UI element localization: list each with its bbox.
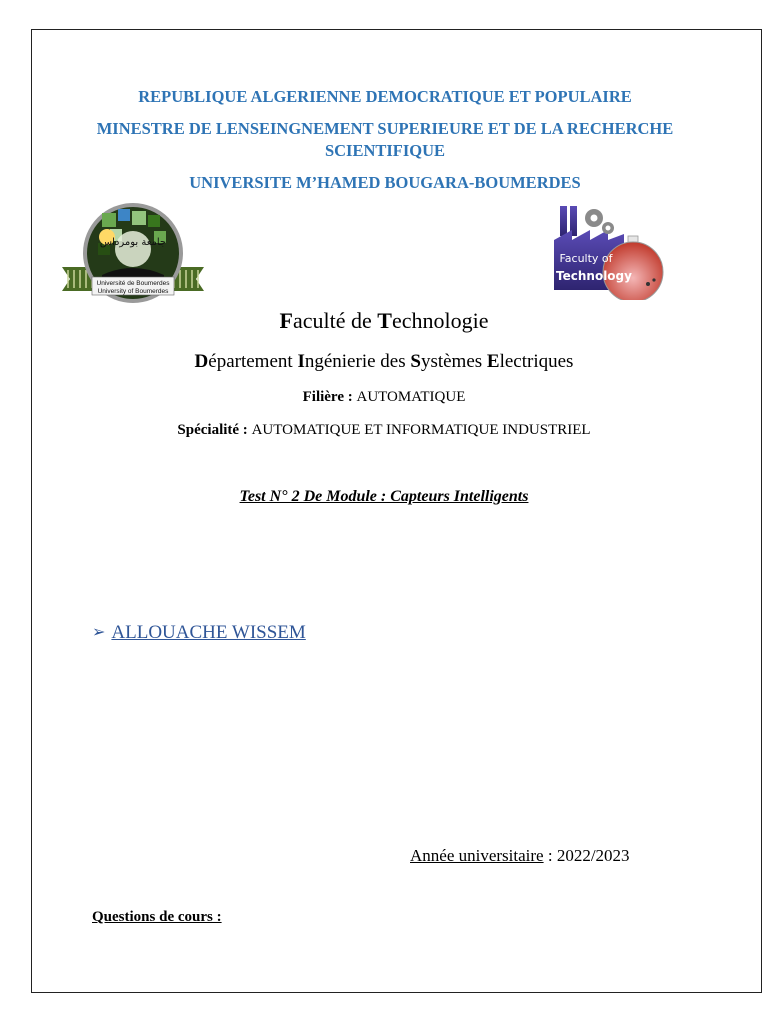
faculty-initial-t: T — [377, 308, 392, 333]
academic-year — [410, 846, 630, 866]
university-logo — [62, 203, 204, 307]
academic-year-value: : 2022/2023 — [543, 846, 630, 865]
faculty-initial-f: F — [279, 308, 293, 333]
faculty-word-1: aculté de — [292, 308, 378, 333]
dept-word-3: ystèmes — [420, 351, 487, 372]
dept-initial-i: I — [297, 351, 305, 372]
header-republic: REPUBLIQUE ALGERIENNE DEMOCRATIQUE ET POPULAIRE — [138, 87, 632, 106]
university-logo-caption-fr: Université de Boumerdes — [96, 280, 170, 287]
dept-word-2: ngénierie des — [304, 351, 411, 372]
specialite-value: AUTOMATIQUE ET INFORMATIQUE INDUSTRIEL — [251, 422, 591, 438]
specialite-label: Spécialité : — [177, 422, 252, 438]
faculty-logo-line1: Faculty of — [559, 252, 613, 265]
university-logo-caption-en: University of Boumerdes — [97, 288, 169, 295]
arrow-bullet-icon: ➢ — [92, 622, 106, 641]
university-logo-arabic: جامعة بومرداس — [99, 237, 167, 248]
faculty-title — [40, 308, 728, 334]
faculty-logo — [550, 200, 668, 300]
dept-word-1: épartement — [208, 351, 298, 372]
header-university: UNIVERSITE M’HAMED BOUGARA-BOUMERDES — [189, 173, 581, 192]
academic-year-label: Année universitaire — [410, 846, 544, 865]
specialite-line — [40, 422, 728, 439]
header-ministry: MINESTRE DE LENSEINGNEMENT SUPERIEURE ET DE LA RECHERCHE SCIENTIFIQUE — [96, 119, 674, 160]
department-title — [40, 351, 728, 373]
faculty-logo-line2: Technology — [556, 269, 632, 283]
dept-word-4: lectriques — [499, 351, 574, 372]
dept-initial-e: E — [486, 351, 500, 372]
test-title: Test N° 2 De Module : Capteurs Intelligents — [239, 488, 529, 505]
filiere-label: Filière : — [302, 389, 357, 405]
filiere-line — [40, 389, 728, 406]
student-entry — [92, 622, 306, 644]
filiere-value: AUTOMATIQUE — [356, 389, 466, 405]
student-name: ALLOUACHE WISSEM — [111, 622, 306, 643]
questions-heading: Questions de cours : — [92, 909, 222, 925]
dept-initial-d: D — [194, 351, 209, 372]
faculty-word-2: echnologie — [391, 308, 489, 333]
dept-initial-s: S — [410, 351, 421, 372]
